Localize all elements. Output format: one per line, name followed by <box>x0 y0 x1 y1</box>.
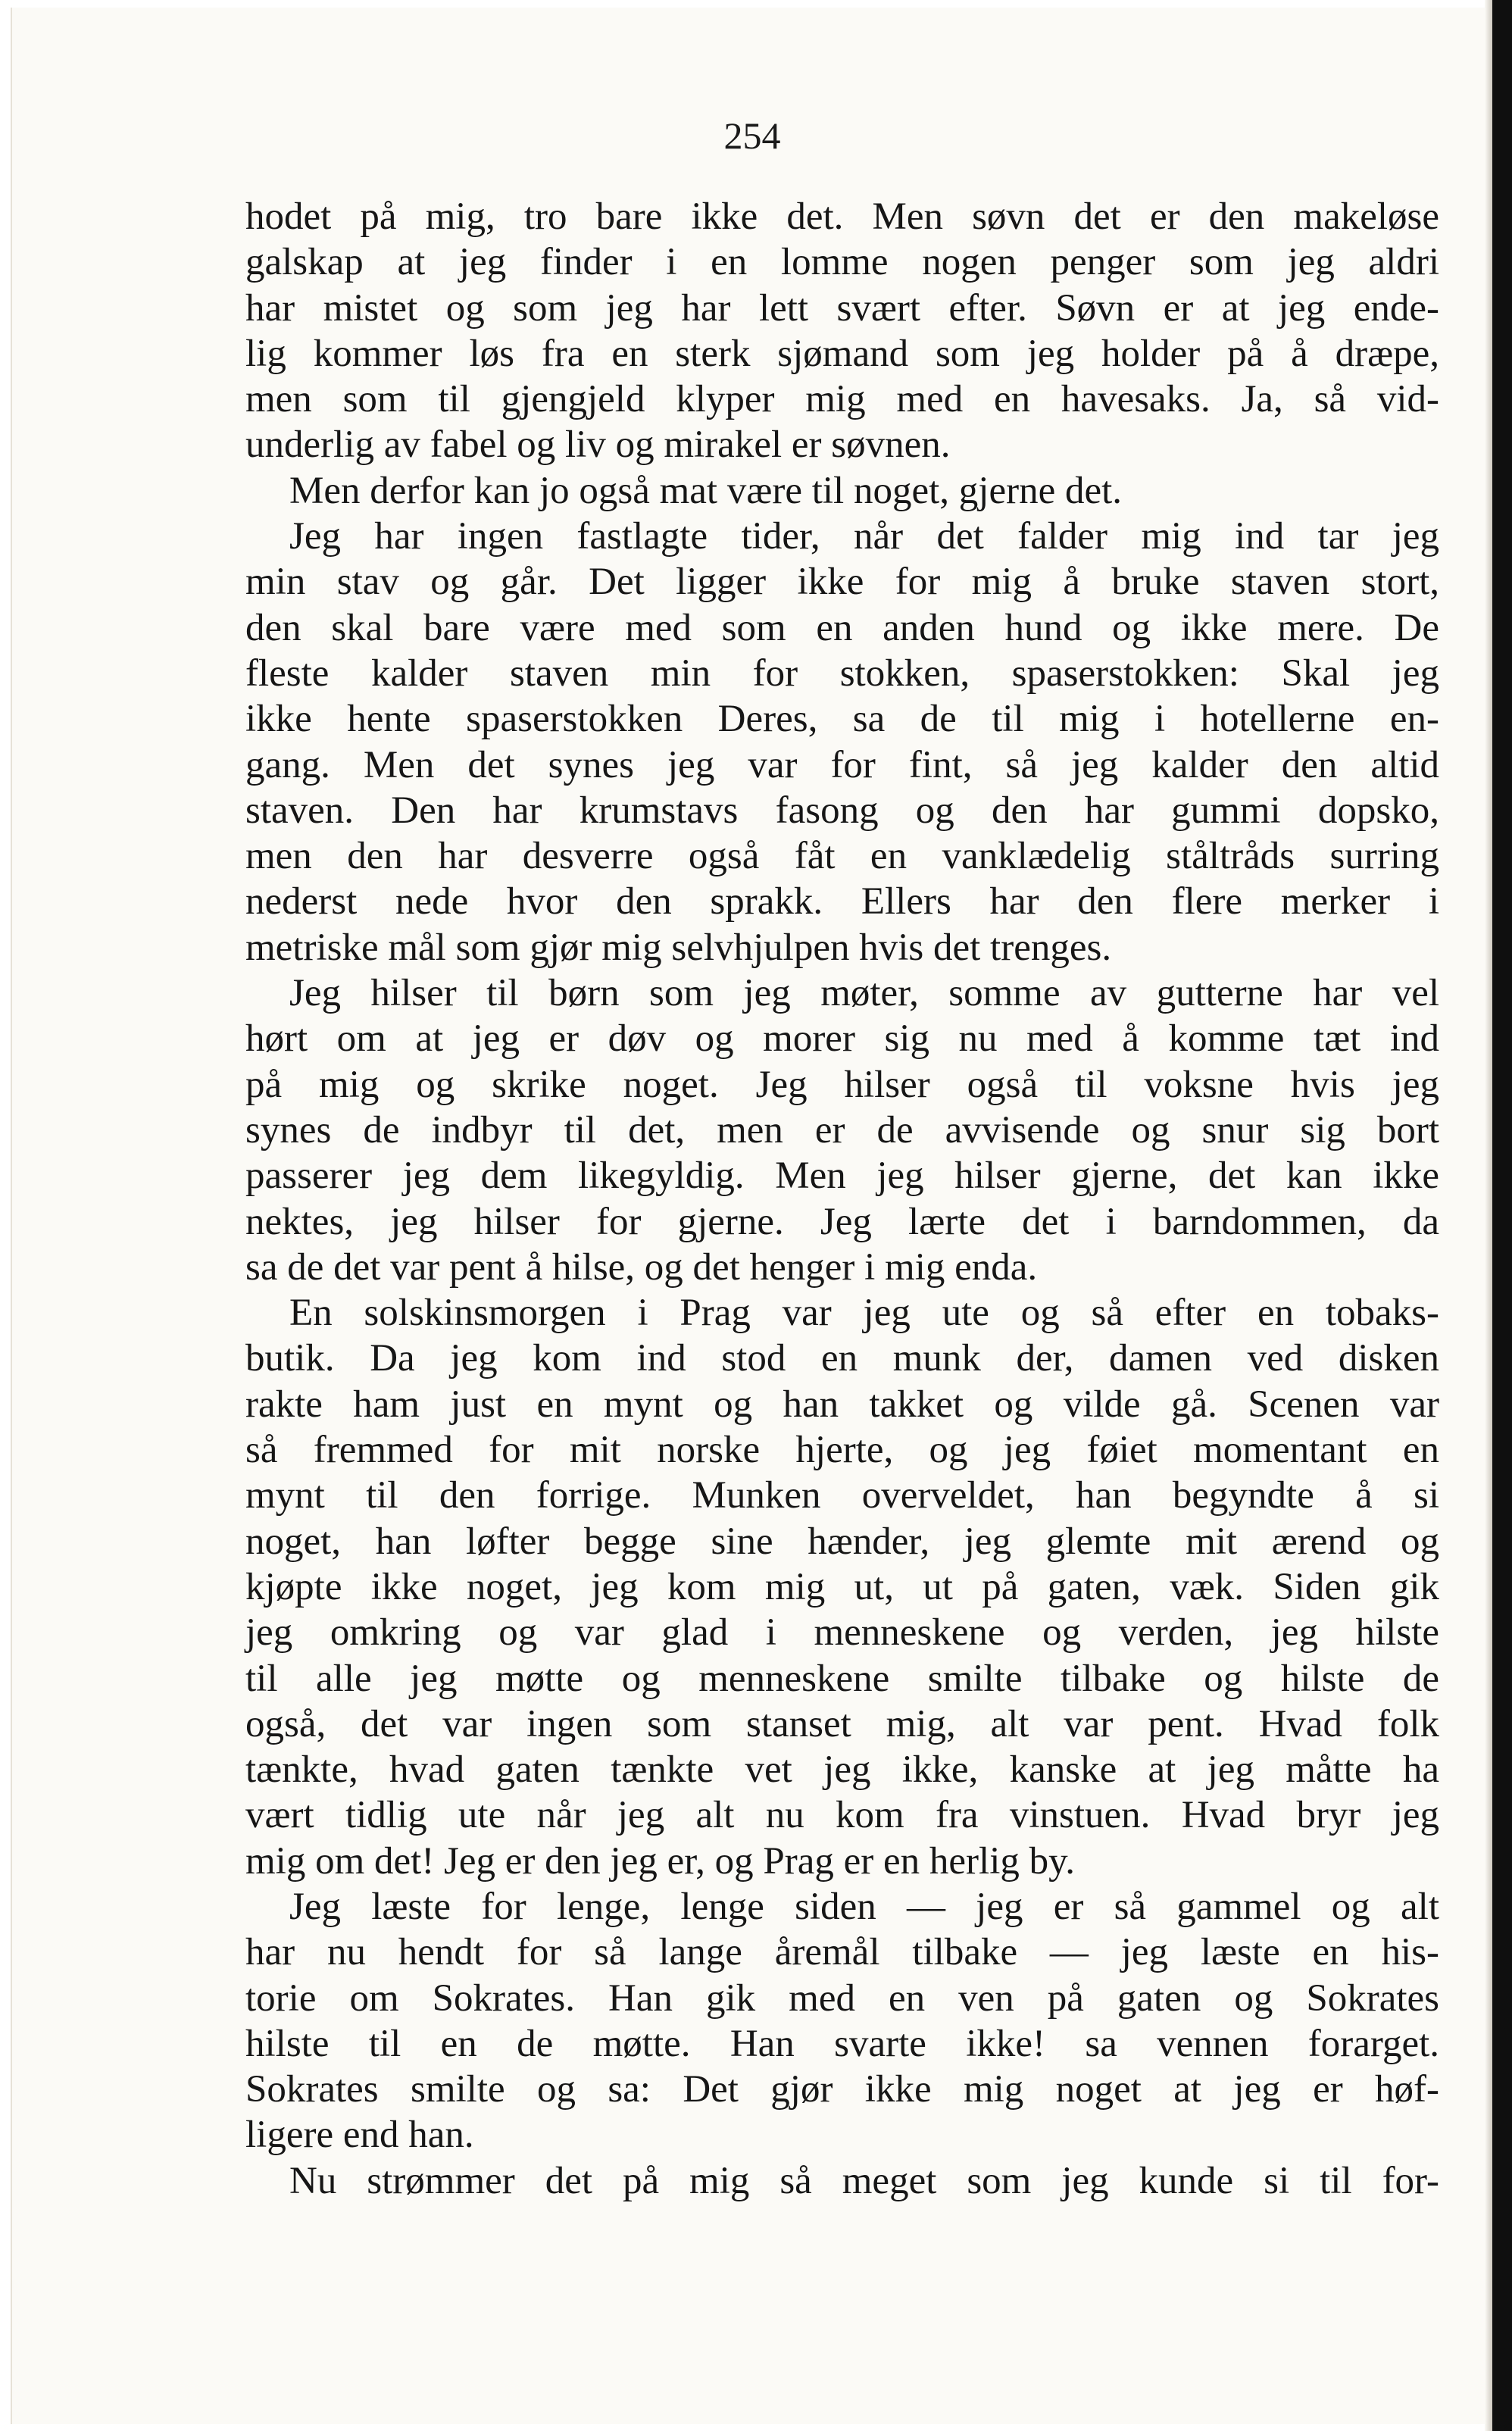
text-line: kjøpte ikke noget, jeg kom mig ut, ut på gaten, væk. Siden gik <box>245 1565 1439 1608</box>
text-line: til alle jeg møtte og menneskene smilte tilbake og hilste de <box>245 1657 1439 1700</box>
text-line: gang. Men det synes jeg var for fint, så jeg kalder den altid <box>245 743 1439 786</box>
text-line: fleste kalder staven min for stokken, spaserstokken: Skal jeg <box>245 651 1439 695</box>
text-line: også, det var ingen som stanset mig, alt var pent. Hvad folk <box>245 1702 1439 1745</box>
text-line: men den har desverre også fåt en vanklædelig ståltråds surring <box>245 835 1439 878</box>
text-line: jeg omkring og var glad i menneskene og verden, jeg hilste <box>245 1611 1439 1655</box>
text-line: ligere end han. <box>245 2114 474 2157</box>
text-line: Jeg læste for lenge, lenge siden — jeg er så gammel og alt <box>289 1885 1439 1928</box>
text-line: min stav og går. Det ligger ikke for mig å bruke staven stort, <box>245 561 1439 604</box>
page-edge-shadow <box>1492 0 1512 2431</box>
text-line: har mistet og som jeg har lett svært efter. Søvn er at jeg ende- <box>245 286 1439 330</box>
text-line: så fremmed for mit norske hjerte, og jeg føiet momentant en <box>245 1429 1439 1472</box>
text-line: staven. Den har krumstavs fasong og den har gummi dopsko, <box>245 789 1439 832</box>
page-number: 254 <box>723 114 781 157</box>
text-line: på mig og skrike noget. Jeg hilser også til voksne hvis jeg <box>245 1063 1439 1106</box>
text-line: ikke hente spaserstokken Deres, sa de til mig i hotellerne en- <box>245 698 1439 741</box>
text-line: hodet på mig, tro bare ikke det. Men søvn det er den makeløse <box>245 195 1439 238</box>
text-line: sa de det var pent å hilse, og det henger i mig enda. <box>245 1245 1038 1289</box>
text-line: Jeg hilser til børn som jeg møter, somme av gutterne har vel <box>289 972 1439 1015</box>
text-line: torie om Sokrates. Han gik med en ven på gaten og Sokrates <box>245 1976 1439 2020</box>
text-line: Men derfor kan jo også mat være til noget, gjerne det. <box>289 469 1123 512</box>
text-line: hørt om at jeg er døv og morer sig nu med å komme tæt ind <box>245 1017 1439 1061</box>
text-line: underlig av fabel og liv og mirakel er søvnen. <box>245 423 951 467</box>
text-line: lig kommer løs fra en sterk sjømand som jeg holder på å dræpe, <box>245 332 1439 375</box>
text-line: En solskinsmorgen i Prag var jeg ute og så efter en tobaks- <box>289 1292 1439 1335</box>
body-text <box>245 194 1439 2204</box>
text-line: rakte ham just en mynt og han takket og vilde gå. Scenen var <box>245 1383 1439 1426</box>
text-line: den skal bare være med som en anden hund og ikke mere. De <box>245 606 1439 649</box>
text-line: Nu strømmer det på mig så meget som jeg kunde si til for- <box>289 2159 1439 2202</box>
text-line: har nu hendt for så lange åremål tilbake — jeg læste en his- <box>245 1931 1439 1974</box>
text-line: hilste til en de møtte. Han svarte ikke! sa vennen forarget. <box>245 2022 1439 2065</box>
text-line: mig om det! Jeg er den jeg er, og Prag er en herlig by. <box>245 1839 1076 1883</box>
text-line: noget, han løfter begge sine hænder, jeg glemte mit ærend og <box>245 1520 1439 1563</box>
text-line: vært tidlig ute når jeg alt nu kom fra vinstuen. Hvad bryr jeg <box>245 1794 1439 1837</box>
text-line: Sokrates smilte og sa: Det gjør ikke mig noget at jeg er høf- <box>245 2068 1439 2111</box>
text-line: nektes, jeg hilser for gjerne. Jeg lærte det i barndommen, da <box>245 1200 1439 1243</box>
text-line: passerer jeg dem likegyldig. Men jeg hilser gjerne, det kan ikke <box>245 1155 1439 1198</box>
text-line: nederst nede hvor den sprakk. Ellers har den flere merker i <box>245 880 1439 923</box>
text-line: galskap at jeg finder i en lomme nogen penger som jeg aldri <box>245 241 1439 284</box>
text-line: tænkte, hvad gaten tænkte vet jeg ikke, kanske at jeg måtte ha <box>245 1748 1439 1792</box>
text-line: synes de indbyr til det, men er de avvisende og snur sig bort <box>245 1108 1439 1151</box>
book-page <box>11 8 1492 2424</box>
text-line: Jeg har ingen fastlagte tider, når det falder mig ind tar jeg <box>289 515 1439 558</box>
text-line: metriske mål som gjør mig selvhjulpen hvis det trenges. <box>245 926 1112 969</box>
text-line: men som til gjengjeld klyper mig med en havesaks. Ja, så vid- <box>245 378 1439 421</box>
text-line: mynt til den forrige. Munken overveldet, han begyndte å si <box>245 1474 1439 1517</box>
text-line: butik. Da jeg kom ind stod en munk der, damen ved disken <box>245 1337 1439 1380</box>
